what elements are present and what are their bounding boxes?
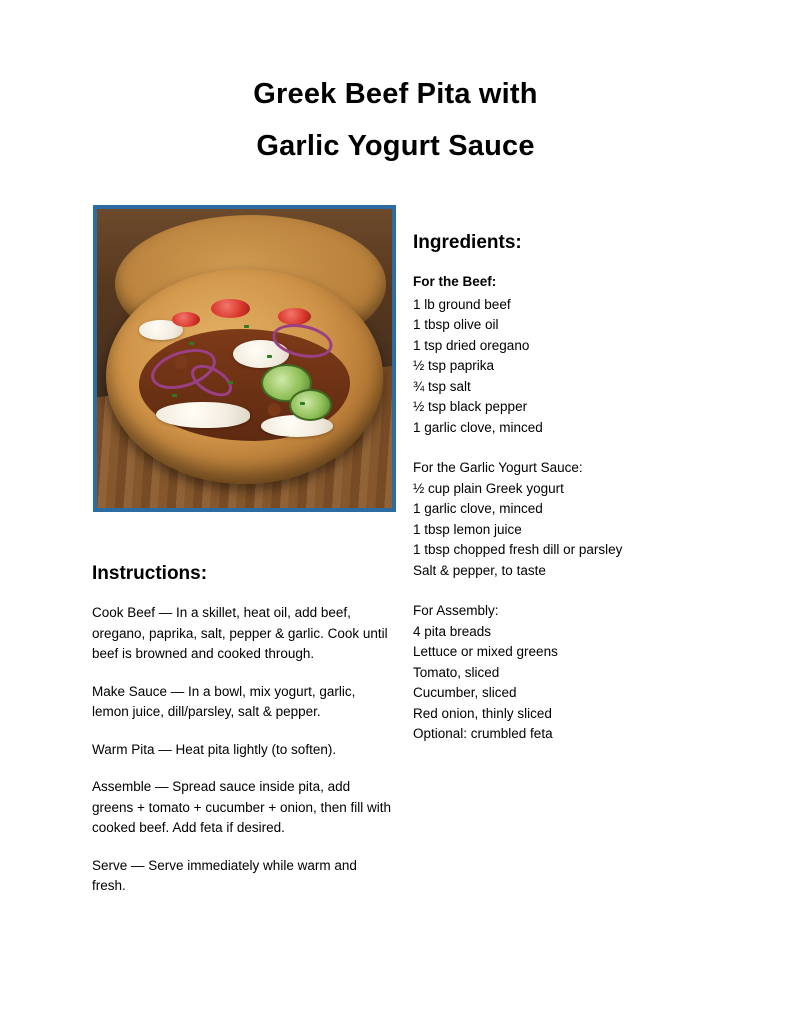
ingredient-item: 1 lb ground beef [413,296,511,312]
tomato-slice [211,299,250,318]
ingredient-item: ¾ tsp salt [413,378,471,394]
ingredient-item: 1 tbsp lemon juice [413,521,522,537]
instruction-step-text: Make Sauce — In a bowl, mix yogurt, garlic, lemon juice, dill/parsley, salt & pepper. [92,683,356,719]
ingredient-item: ½ cup plain Greek yogurt [413,480,564,496]
ingredient-item: 1 garlic clove, minced [413,501,543,516]
instruction-step-text: Warm Pita — Heat pita lightly (to soften). [92,741,337,757]
ingredient-item: 1 garlic clove, minced [413,419,543,435]
ingredient-item: Cucumber, sliced [413,685,517,700]
instruction-step [92,777,392,839]
ingredients-heading: Ingredients: [413,232,522,253]
instruction-step [92,603,392,665]
ingredient-item: Optional: crumbled feta [413,726,553,741]
ingredient-group-assembly [413,601,713,745]
ingredient-group-sauce [413,458,713,581]
ingredient-item: Red onion, thinly sliced [413,705,552,721]
herb-garnish [228,381,233,384]
herb-garnish [244,325,249,328]
ingredient-group-label: For Assembly: [413,603,499,618]
ingredient-item: ½ tsp paprika [413,358,495,373]
ingredient-item: 1 tbsp olive oil [413,317,499,332]
instruction-step-text: Cook Beef — In a skillet, heat oil, add beef, oregano, paprika, salt, pepper & garlic. Cook until beef is browned and cooked through. [92,605,388,661]
ingredient-item: Lettuce or mixed greens [413,644,558,659]
tomato-slice [278,308,311,325]
yogurt-sauce-dollop [261,415,333,437]
title-line-2: Garlic Yogurt Sauce [256,130,535,162]
page-title [0,68,791,172]
instruction-step [92,856,392,897]
instructions-heading: Instructions: [92,563,208,584]
ingredients-section [413,232,713,745]
herb-garnish [189,342,194,345]
instruction-step [92,682,392,723]
recipe-photo [93,205,396,512]
herb-garnish [267,355,272,358]
ingredient-group-label: For the Beef: [413,274,497,289]
recipe-photo-image [97,209,392,508]
cucumber-slice [289,389,332,421]
herb-garnish [172,394,177,397]
title-line-1: Greek Beef Pita with [253,78,538,110]
herb-garnish [300,402,305,405]
instruction-step-text: Assemble — Spread sauce inside pita, add greens + tomato + cucumber + onion, then fill with cooked beef. Add feta if desired. [92,779,392,835]
instruction-step-text: Serve — Serve immediately while warm and fresh. [92,857,357,893]
ingredient-group-label: For the Garlic Yogurt Sauce: [413,460,583,475]
ingredient-item: ½ tsp black pepper [413,399,528,414]
instructions-section [92,563,392,897]
tomato-slice [172,312,200,327]
ingredient-item: Tomato, sliced [413,664,500,680]
ingredient-item: Salt & pepper, to taste [413,562,546,578]
yogurt-sauce-dollop [156,402,250,428]
ingredient-item: 1 tbsp chopped fresh dill or parsley [413,542,623,557]
ingredient-item: 1 tsp dried oregano [413,337,530,353]
instruction-step [92,740,392,761]
pita-foreground [106,269,383,484]
ingredient-group-beef [413,272,713,438]
ingredient-item: 4 pita breads [413,623,492,639]
